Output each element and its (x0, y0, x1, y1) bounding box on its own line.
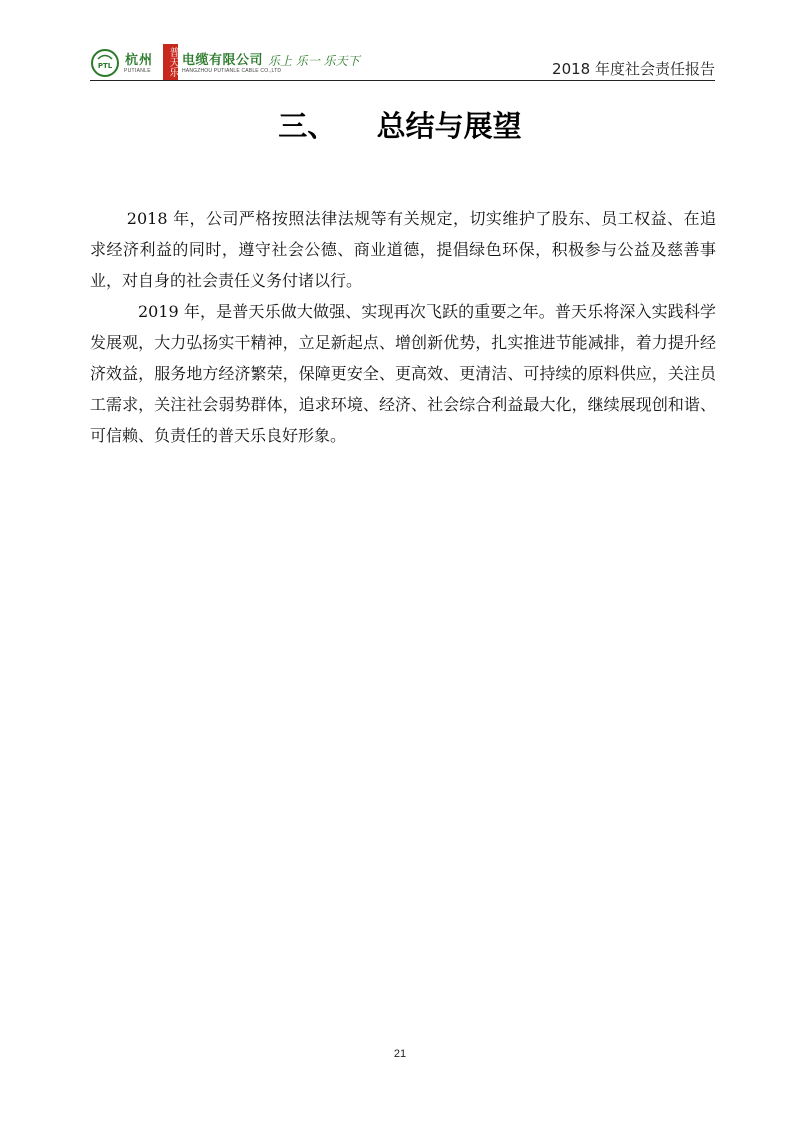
body-text (90, 203, 716, 451)
section-heading: 三、 总结与展望 (278, 109, 522, 143)
paragraph-2018 (90, 203, 716, 296)
company-emblem-icon (90, 48, 120, 78)
logo-seal: 普天乐 (163, 44, 178, 80)
paragraph-2018-text: 2018 年，公司严格按照法律法规等有关规定，切实维护了股东、员工权益、在追求经济利益的同时，遵守社会公德、商业道德，提倡绿色环保，积极参与公益及慈善事业，对自身的社会责任义务付诸以行。 (90, 209, 716, 290)
emblem-text: PTL (97, 62, 113, 70)
logo-english-name: HANGZHOU PUTIANLE CABLE CO.,LTD (182, 68, 282, 74)
page-number: 21 (393, 1048, 407, 1060)
report-title: 2018 年度社会责任报告 (552, 60, 715, 78)
paragraph-2019 (90, 296, 716, 451)
page-header (90, 44, 715, 80)
logo-company-short: 杭州 (125, 53, 154, 68)
logo-slogan: 乐上 乐一 乐天下 (268, 54, 360, 68)
logo-english-brand: PUTIANLE (124, 68, 151, 74)
header-divider (90, 80, 715, 81)
paragraph-2019-text: 2019 年，是普天乐做大做强、实现再次飞跃的重要之年。普天乐将深入实践科学发展观，大力弘扬实干精神，立足新起点、增创新优势，扎实推进节能减排，着力提升经济效益，服务地方经济繁荣，保障更安全、更高效、更清洁、可持续的原料供应，关注员工需求，关注社会弱势群体，追求环境、经济、社会综合利益最大化，继续展现创和谐、可信赖、负责任的普天乐良好形象。 (90, 302, 716, 445)
logo-company-suffix: 电缆有限公司 (182, 53, 264, 68)
